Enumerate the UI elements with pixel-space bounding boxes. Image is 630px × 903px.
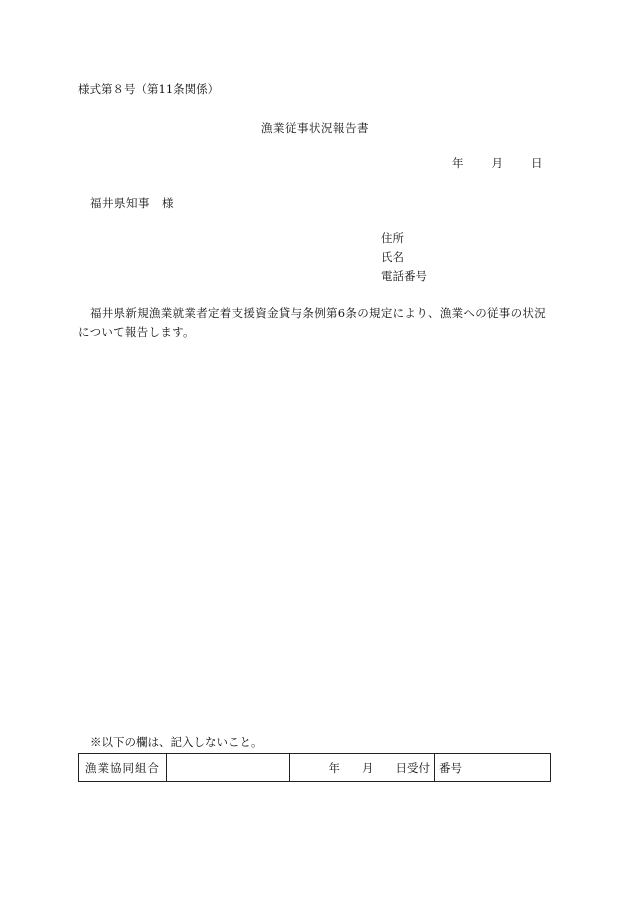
number-cell: 番号 bbox=[439, 760, 462, 775]
received-year-label: 年 bbox=[328, 760, 340, 775]
document-title: 漁業従事状況報告書 bbox=[261, 121, 369, 135]
name-label: 氏名 bbox=[381, 250, 404, 264]
phone-label: 電話番号 bbox=[381, 269, 427, 283]
date-line bbox=[452, 155, 543, 171]
coop-label-cell: 漁業協同組合 bbox=[79, 754, 167, 781]
addressee-name: 福井県知事 bbox=[90, 196, 150, 210]
office-use-table bbox=[78, 753, 551, 782]
body-text: 福井県新規漁業就業者定着支援資金貸与条例第6条の規定により、漁業への従事の状況について報告します。 bbox=[78, 306, 547, 339]
office-use-note: ※以下の欄は、記入しないこと。 bbox=[90, 735, 263, 749]
date-year-label: 年 bbox=[452, 156, 464, 170]
addressee bbox=[90, 195, 174, 211]
address-label: 住所 bbox=[381, 231, 404, 245]
date-month-label: 月 bbox=[491, 156, 503, 170]
received-day-label: 日受付 bbox=[395, 760, 430, 775]
received-month-label: 月 bbox=[362, 760, 374, 775]
form-number: 様式第８号（第11条関係） bbox=[78, 82, 220, 96]
date-day-label: 日 bbox=[531, 156, 543, 170]
addressee-honorific: 様 bbox=[162, 196, 174, 210]
received-date-cell bbox=[290, 754, 435, 781]
coop-value-cell bbox=[167, 754, 290, 781]
